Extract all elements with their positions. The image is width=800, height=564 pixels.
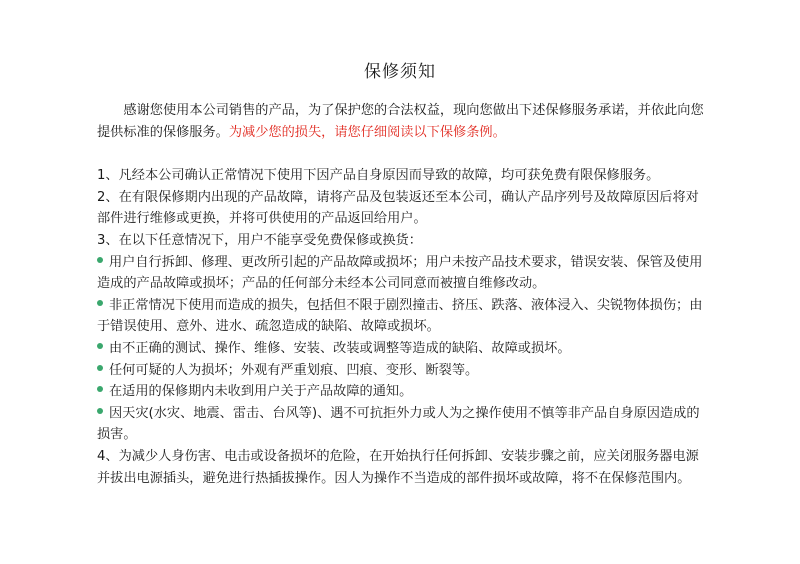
exclusion-text: 因天灾(水灾、地震、雷击、台风等)、遇不可抗拒外力或人为之操作使用不慎等非产品自身原因造成的损害。 [97,405,700,443]
bullet-dot-icon [97,300,103,306]
intro-highlight: 为减少您的损失，请您仔细阅读以下保修条例。 [228,124,506,140]
clause-1: 1、凡经本公司确认正常情况下使用下因产品自身原因而导致的故障，均可获免费有限保修服务。 [97,168,660,184]
paragraph-gap [97,143,707,165]
bullet-dot-icon [97,386,103,392]
page-title: 保修须知 [364,62,436,82]
clause-2: 2、在有限保修期内出现的产品故障，请将产品及包装返还至本公司，确认产品序列号及故障原因后将对部件进行维修或更换，并将可供使用的产品返回给用户。 [97,189,699,227]
bullet-dot-icon [97,408,103,414]
exclusion-item [97,295,707,338]
bullet-dot-icon [97,343,103,349]
exclusion-text: 用户自行拆卸、修理、更改所引起的产品故障或损坏；用户未按产品技术要求，错误安装、保管及使用造成的产品故障或损坏；产品的任何部分未经本公司同意而被擅自维修改动。 [97,254,703,292]
exclusion-item [97,360,707,382]
clause-3: 3、在以下任意情况下，用户不能享受免费保修或换货： [97,232,422,248]
exclusion-item [97,338,707,360]
intro-text: 感谢您使用本公司销售的产品，为了保护您的合法权益，现向您做出下述保修服务承诺，并依此向您提供标准的保修服务。 [97,103,704,140]
clause-4: 4、为减少人身伤害、电击或设备损坏的危险，在开始执行任何拆卸、安装步骤之前，应关闭服务器电源并拔出电源插头，避免进行热插拔操作。因人为操作不当造成的部件损坏或故障，将不在保修范围内。 [97,448,699,486]
exclusion-text: 在适用的保修期内未收到用户关于产品故障的通知。 [109,384,413,400]
exclusion-text: 任何可疑的人为损坏；外观有严重划痕、凹痕、变形、断裂等。 [109,362,479,378]
intro-paragraph [97,100,707,143]
document-body [97,100,707,489]
bullet-dot-icon [97,365,103,371]
exclusion-text: 非正常情况下使用而造成的损失，包括但不限于剧烈撞击、挤压、跌落、液体浸入、尖锐物体损伤；由于错误使用、意外、进水、疏忽造成的缺陷、故障或损坏。 [97,297,703,335]
exclusion-item [97,381,707,403]
exclusion-item [97,252,707,295]
exclusion-text: 由不正确的测试、操作、维修、安装、改装或调整等造成的缺陷、故障或损坏。 [109,340,571,356]
bullet-dot-icon [97,257,103,263]
exclusion-item [97,403,707,446]
